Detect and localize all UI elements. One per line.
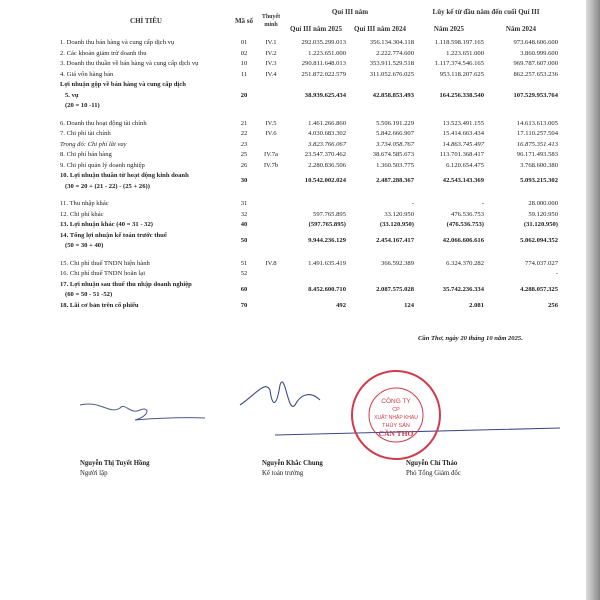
table-row [60, 150, 558, 161]
header-quarter-group: Quí III năm [331, 7, 369, 16]
value-y2024: 862.257.653.236 [513, 70, 558, 78]
row-label-line: 5. vụ [65, 91, 79, 99]
value-q2025: 9.944.236.129 [308, 236, 346, 244]
value-q2024: 2.454.167.417 [376, 236, 414, 244]
value-q2024: 5.506.191.229 [376, 119, 414, 127]
row-code: 11 [240, 70, 248, 78]
row-label-line: 15. Chi phí thuế TNDN hiện hành [60, 259, 150, 267]
row-code: 60 [240, 285, 248, 293]
value-q2025: 1.491.635.419 [308, 259, 346, 267]
value-y2024: (31.120.950) [523, 221, 558, 228]
signature-block-preparer [80, 460, 150, 477]
table-row [60, 129, 558, 140]
value-q2025: 2.280.836.506 [308, 161, 346, 169]
row-note [256, 210, 286, 221]
value-y2024: 774.037.027 [525, 259, 558, 267]
table-row [60, 301, 558, 312]
row-label-line: Trong đó: Chi phí lãi vay [60, 140, 127, 148]
signatures-stamp-graphic [0, 360, 600, 460]
value-y2025: 15.414.663.434 [442, 130, 484, 137]
row-label-line: 8. Chi phí bán hàng [60, 151, 112, 158]
row-code: 22 [240, 130, 248, 137]
row-label [60, 140, 232, 151]
table-row [60, 280, 558, 301]
row-label [60, 161, 232, 172]
value-y2025: (476.536.753) [446, 221, 484, 228]
value-q2025: 597.765.895 [313, 210, 346, 218]
value-q2024: 2.487.288.367 [376, 177, 414, 185]
value-q2024: - [411, 200, 414, 207]
value-y2025: 164.256.338.540 [439, 91, 484, 99]
value-q2025: 23.547.370.462 [304, 151, 346, 158]
row-label [60, 269, 232, 280]
value-y2025: 1.223.651.000 [446, 49, 484, 57]
value-y2024: 3.860.999.600 [520, 49, 558, 57]
value-y2025: 476.536.753 [451, 210, 484, 218]
stamp-text-3: XUẤT NHẬP KHẨU [374, 415, 418, 421]
stamp-text-4: THỦY SẢN [382, 423, 410, 429]
row-code: 20 [240, 91, 248, 99]
stamp-text-1: CÔNG TY [381, 398, 411, 405]
row-note: IV.7b [263, 161, 279, 169]
value-q2025: 251.872.022.579 [301, 70, 346, 78]
table-row [60, 49, 558, 60]
table-row [60, 38, 558, 49]
signer-role: Phó Tổng Giám đốc [406, 470, 461, 477]
table-row [60, 269, 558, 280]
value-q2025: (597.765.895) [308, 221, 346, 228]
row-note [256, 140, 286, 151]
value-y2025: 1.117.374.546.165 [434, 60, 484, 67]
table-row [60, 231, 558, 252]
row-label-line: 18. Lãi cơ bản trên cổ phiếu [60, 301, 139, 309]
row-label-line: 3. Doanh thu thuần về bán hàng và cung cấp dịch vụ [60, 60, 199, 67]
row-code: 21 [240, 119, 248, 127]
table-row [60, 140, 558, 151]
value-q2025: 4.030.683.302 [308, 130, 346, 137]
row-label-line: 6. Doanh thu hoạt động tài chính [60, 119, 147, 127]
stamp-text-5: CẦN THƠ [378, 429, 414, 438]
row-label-line: 9. Chi phí quản lý doanh nghiệp [60, 161, 145, 169]
value-y2024: - [555, 270, 558, 277]
row-spacer [60, 112, 558, 119]
row-label [60, 119, 232, 130]
row-code: 26 [240, 161, 248, 169]
value-y2024: 16.875.351.413 [516, 140, 558, 148]
row-label-line: 11. Thu nhập khác [60, 200, 109, 207]
value-y2025: 953.118.207.625 [439, 70, 484, 78]
value-y2024: 96.171.493.583 [516, 151, 558, 158]
table-row [60, 199, 558, 210]
table-row [60, 161, 558, 172]
company-stamp [352, 371, 440, 459]
value-q2024: 33.120.950 [384, 210, 414, 218]
value-q2024: 2.087.575.028 [376, 285, 414, 293]
value-q2024: 2.222.774.600 [376, 49, 414, 57]
value-y2025: 1.118.598.197.165 [434, 39, 484, 46]
row-label-line: (60 = 50 - 51 -52) [65, 291, 113, 298]
row-label-line: 17. Lợi nhuận sau thuế thu nhập doanh nghiệp [60, 280, 192, 288]
row-note [256, 269, 286, 280]
table-row [60, 70, 558, 81]
signer-name: Nguyễn Khắc Chung [262, 460, 323, 467]
row-spacer [60, 192, 558, 199]
row-label [60, 38, 232, 49]
row-note: IV.1 [265, 39, 277, 46]
row-note [256, 280, 286, 301]
value-q2025: 1.461.266.860 [308, 119, 346, 127]
table-row [60, 80, 558, 112]
row-note [256, 231, 286, 252]
row-label-line: 12. Chi phí khác [60, 210, 104, 218]
row-label [60, 210, 232, 221]
row-code: 23 [240, 140, 248, 148]
row-note [256, 301, 286, 312]
value-q2024: 353.911.529.518 [369, 60, 414, 67]
row-note: IV.4 [265, 70, 277, 78]
signer-name: Nguyễn Chí Thảo [406, 460, 458, 467]
signature-1 [80, 404, 205, 420]
value-y2025: 6.324.370.282 [446, 259, 484, 267]
row-code: 52 [240, 270, 248, 277]
table-row [60, 119, 558, 130]
value-y2024: 14.613.613.005 [516, 119, 558, 127]
row-code: 70 [240, 301, 248, 309]
value-q2025: 1.223.651.000 [308, 49, 346, 57]
signer-role: Kế toán trưởng [262, 470, 304, 477]
value-y2025 [414, 269, 484, 280]
value-y2024: 59.120.950 [528, 210, 558, 218]
signer-role: Người lập [80, 470, 108, 477]
value-q2024: 356.134.304.118 [369, 39, 414, 46]
header-code: Mã số [234, 16, 254, 25]
row-label [60, 59, 232, 70]
row-label [60, 259, 232, 270]
row-code: 32 [240, 210, 248, 218]
row-code: 51 [240, 259, 248, 267]
row-label [60, 129, 232, 140]
value-y2025: 13.523.491.155 [442, 119, 484, 127]
header-q2024: Quí III năm 2024 [354, 24, 406, 33]
row-label-line: 7. Chi phí tài chính [60, 130, 111, 137]
row-code: 30 [240, 177, 248, 185]
row-note: IV.2 [265, 49, 277, 57]
value-y2025: 113.701.368.417 [439, 151, 484, 158]
table-row [60, 210, 558, 221]
header-q2025: Quí III năm 2025 [290, 24, 342, 33]
value-y2024: 256 [548, 301, 558, 309]
value-y2025: 2.081 [469, 301, 484, 309]
value-y2025: - [481, 200, 484, 207]
value-y2024: 969.787.607.000 [513, 60, 558, 67]
value-y2024: 107.529.953.764 [513, 91, 558, 99]
row-note: IV.5 [265, 119, 277, 127]
date-line: Cần Thơ, ngày 20 tháng 10 năm 2025. [418, 335, 523, 342]
table-row [60, 259, 558, 270]
value-q2024: 366.592.389 [381, 259, 414, 267]
value-q2024: 124 [404, 301, 414, 309]
value-q2025: 8.452.600.710 [308, 285, 346, 293]
value-q2025: 290.811.648.013 [301, 60, 346, 67]
row-note: IV.7a [264, 151, 278, 158]
signer-name: Nguyễn Thị Tuyết Hồng [80, 460, 150, 467]
scrollbar[interactable] [586, 0, 600, 600]
row-label [60, 171, 232, 192]
row-label-line: 1. Doanh thu bán hàng và cung cấp dịch vụ [60, 39, 175, 46]
table-row [60, 171, 558, 192]
row-label-line: (20 = 10 -11) [65, 102, 100, 109]
header-y2025: Năm 2025 [433, 24, 465, 33]
value-y2024: 5.062.094.352 [520, 236, 558, 244]
value-q2024: 42.858.853.493 [372, 91, 414, 99]
value-q2025: 492 [336, 301, 346, 309]
row-code: 40 [240, 221, 248, 228]
row-label-line: 13. Lợi nhuận khác (40 = 31 - 32) [60, 221, 153, 228]
row-note [256, 80, 286, 112]
row-label [60, 231, 232, 252]
row-label-line: Lợi nhuận gộp về bán hàng và cung cấp dịch [60, 81, 186, 88]
row-code: 50 [240, 236, 248, 244]
header-note: Thuyết minh [261, 14, 281, 28]
value-y2025: 14.863.745.497 [442, 140, 484, 148]
value-q2025: 292.035.299.013 [301, 39, 346, 46]
row-spacer [60, 252, 558, 259]
row-label-line: 14. Tổng lợi nhuận kế toán trước thuế [60, 231, 167, 239]
value-q2025: 10.542.002.024 [304, 177, 346, 185]
row-label [60, 220, 232, 231]
income-statement-table [60, 4, 558, 311]
value-y2024: 28.000.000 [528, 200, 558, 207]
value-y2024: 3.768.600.380 [520, 161, 558, 169]
row-label-line: 10. Lợi nhuận thuần từ hoạt động kinh doanh [60, 172, 189, 179]
value-q2024 [346, 269, 414, 280]
row-code: 31 [240, 200, 248, 207]
row-note [256, 220, 286, 231]
value-y2024: 973.648.606.600 [513, 39, 558, 46]
row-code: 02 [240, 49, 248, 57]
row-label-line: 4. Giá vốn hàng bán [60, 70, 114, 78]
row-note [256, 171, 286, 192]
table-row [60, 59, 558, 70]
value-q2024: 311.052.676.025 [369, 70, 414, 78]
value-y2025: 42.066.606.616 [442, 236, 484, 244]
value-q2025: 3.823.766.067 [308, 140, 346, 148]
row-label [60, 280, 232, 301]
value-q2025: 38.939.625.434 [304, 91, 346, 99]
signature-block-chief-accountant [262, 460, 323, 477]
row-label [60, 150, 232, 161]
row-label [60, 49, 232, 60]
row-label-line: 2. Các khoản giảm trừ doanh thu [60, 49, 147, 57]
row-label-line: (50 = 30 + 40) [65, 242, 104, 249]
value-y2024: 17.110.257.504 [517, 130, 558, 137]
row-label-line: 16. Chi phí thuế TNDN hoãn lại [60, 270, 146, 277]
value-y2024: 5.093.215.302 [520, 177, 558, 185]
header-indicator: CHỈ TIÊU [130, 16, 162, 25]
row-label [60, 301, 232, 312]
table-row [60, 220, 558, 231]
header-y2024: Năm 2024 [505, 24, 537, 33]
row-note: IV.6 [265, 130, 277, 137]
row-note: IV.3 [265, 60, 277, 67]
value-q2024: 3.734.058.767 [376, 140, 414, 148]
row-note [256, 199, 286, 210]
row-note: IV.8 [265, 259, 277, 267]
value-y2025: 42.543.143.369 [442, 177, 484, 185]
value-q2024: 1.360.503.775 [376, 161, 414, 169]
value-q2024: 38.674.585.673 [372, 151, 414, 158]
value-q2024: 5.842.666.907 [376, 130, 414, 137]
row-label [60, 80, 232, 112]
row-code: 01 [240, 39, 248, 46]
header-ytd-group: Lũy kế từ đầu năm đến cuối Quí III [432, 7, 540, 16]
value-y2025: 35.742.236.334 [442, 285, 484, 293]
signature-block-deputy-director [406, 460, 461, 477]
value-y2025: 6.120.654.475 [446, 161, 484, 169]
row-label [60, 70, 232, 81]
row-code: 25 [240, 151, 248, 158]
value-y2024: 4.288.057.325 [520, 285, 558, 293]
value-q2025 [286, 199, 346, 210]
value-q2025 [286, 269, 346, 280]
row-label-line: (30 = 20 + (21 - 22) - (25 + 26)) [65, 182, 150, 190]
row-code: 10 [240, 60, 248, 67]
stamp-text-2: CP [392, 407, 400, 413]
value-q2024: (33.120.950) [379, 221, 414, 228]
row-label [60, 199, 232, 210]
